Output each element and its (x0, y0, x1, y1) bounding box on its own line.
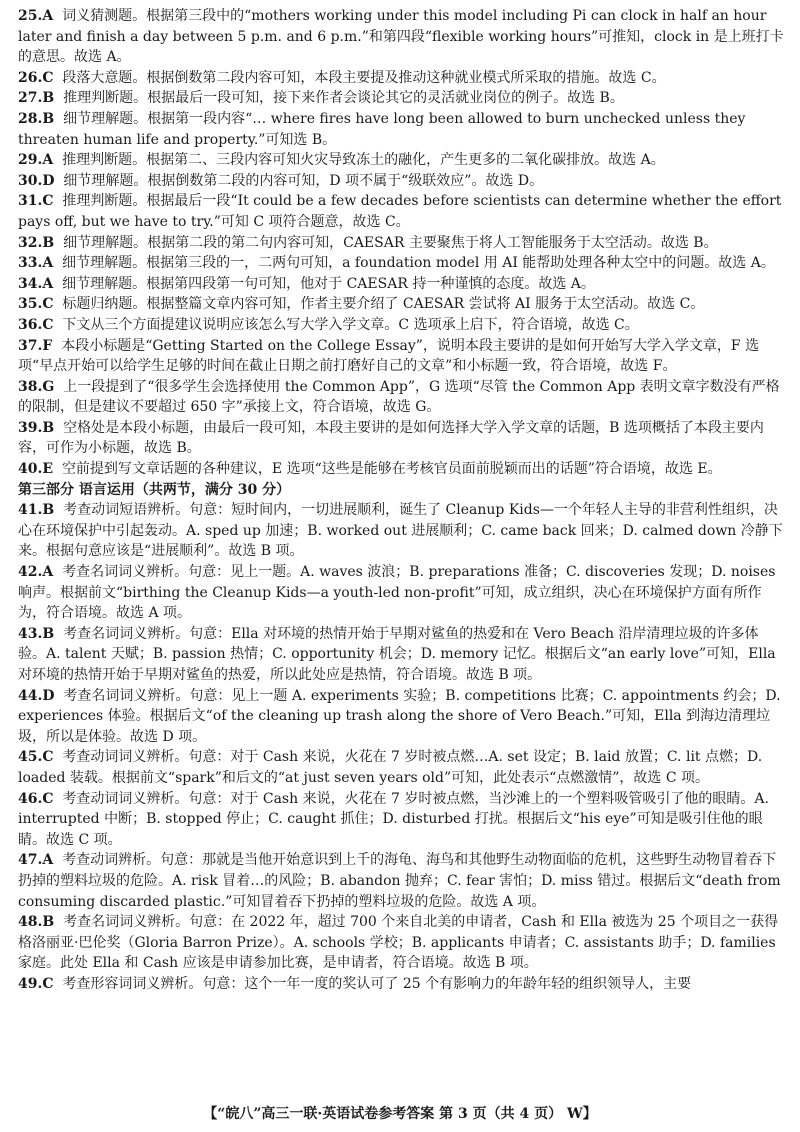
answer-letter: A (42, 8, 54, 24)
question-number: 42. (18, 564, 43, 581)
answer-item (18, 500, 784, 562)
answer-letter: F (42, 337, 53, 354)
answer-letter: C (42, 975, 54, 992)
explanation-text: 本段小标题是“Getting Started on the College Essay”，说明本段主要讲的是如何开始写大学入学文章，F 选项“早点开始可以给学生足够的时间在截止日期之前打磨好自己的文章”和小标题一致，符合语境，故选 F。 (18, 337, 760, 375)
answer-letter: E (42, 461, 54, 478)
answer-key-page (18, 6, 784, 995)
answer-item (18, 912, 784, 974)
answer-item (18, 336, 784, 377)
explanation-text: 细节理解题。根据第一段内容“… where fires have long been allowed to burn unchecked unless they threaten human life and property.”可知选 B。 (18, 110, 746, 148)
explanation-text: 段落大意题。根据倒数第二段内容可知，本段主要提及推动这种就业模式所采取的措施。故选 C。 (62, 69, 666, 86)
question-number: 31. (18, 193, 43, 210)
answer-item (18, 233, 784, 254)
explanation-text: 考查名词词义辨析。句意：见上一题 A. experiments 实验；B. competitions 比赛；C. appointments 约会；D. experiences 体验。根据后文“of the cleaning up trash along the shore of Vero Beach.”可知，Ella 到海边清理垃圾，所以是体验。故选 D 项。 (18, 687, 781, 745)
question-number: 33. (18, 255, 43, 272)
answer-item (18, 294, 784, 315)
answer-item (18, 315, 784, 336)
question-number: 30. (18, 172, 43, 189)
answer-item (18, 850, 784, 912)
explanation-text: 细节理解题。根据第二段的第二句内容可知，CAESAR 主要聚焦于将人工智能服务于太空活动。故选 B。 (63, 234, 718, 251)
question-number: 25. (18, 8, 43, 24)
answer-item (18, 624, 784, 686)
answer-item (18, 377, 784, 418)
explanation-text: 考查名词词义辨析。句意：Ella 对环境的热情开始于早期对鲨鱼的热爱和在 Vero Beach 沿岸清理垃圾的许多体验。A. talent 天赋；B. passion 热情；C. opportunity 机会；D. memory 记忆。根据后文“an early love”可知，Ella 对环境的热情开始于早期对鲨鱼的热爱，所以此处应是热情，符合语境。故选 B 项。 (18, 625, 776, 683)
answer-letter: C (42, 316, 54, 333)
answer-letter: B (42, 419, 55, 436)
question-number: 47. (18, 852, 43, 869)
question-number: 40. (18, 461, 43, 478)
answer-item (18, 68, 784, 89)
question-number: 43. (18, 625, 43, 642)
answer-letter: A (42, 275, 54, 292)
answer-item (18, 274, 784, 295)
answer-letter: B (42, 234, 55, 251)
explanation-text: 推理判断题。根据最后一段“It could be a few decades before scientists can determine whether the effort pays off, but we have to try.”可知 C 项符合题意，故选 C。 (18, 193, 782, 230)
question-number: 46. (18, 790, 43, 807)
explanation-text: 上一段提到了“很多学生会选择使用 the Common App”，G 选项“尽管 the Common App 表明文章字数没有严格的限制，但是建议不要超过 650 字”承接上文，符合语境，故选 G。 (18, 378, 780, 416)
question-number: 44. (18, 687, 43, 704)
answer-letter: C (42, 296, 54, 313)
explanation-text: 考查动词词义辨析。句意：对于 Cash 来说，火花在 7 岁时被点燃，当沙滩上的一个塑料吸管吸引了他的眼睛。A. interrupted 中断；B. stopped 停止；C. caught 抓住；D. disturbed 打扰。根据后文“his eye”可知是吸引住他的眼睛。故选 C 项。 (18, 790, 769, 848)
answer-letter: C (42, 69, 54, 86)
answer-item (18, 171, 784, 192)
answer-letter: A (42, 852, 54, 869)
question-number: 45. (18, 749, 43, 766)
answer-letter: B (42, 625, 55, 642)
explanation-text: 下文从三个方面提建议说明应该怎么写大学入学文章。C 选项承上启下，符合语境，故选 C。 (62, 316, 639, 333)
explanation-text: 空前提到写文章话题的各种建议，E 选项“这些是能够在考核官员面前脱颖而出的话题”符合语境，故选 E。 (61, 461, 722, 478)
section-heading: 第三部分 语言运用（共两节，满分 30 分） (18, 481, 291, 498)
answer-letter: B (42, 502, 55, 519)
explanation-text: 推理判断题。根据第二、三段内容可知火灾导致冻土的融化，产生更多的二氧化碳排放。故选 A。 (62, 152, 665, 169)
answer-letter: A (42, 152, 54, 169)
question-number: 28. (18, 110, 43, 127)
explanation-text: 标题归纳题。根据整篇文章内容可知，作者主要介绍了 CAESAR 尝试将 AI 服务于太空活动。故选 C。 (62, 296, 705, 313)
answer-item (18, 789, 784, 851)
question-number: 37. (18, 337, 43, 354)
answer-letter: C (42, 749, 54, 766)
question-number: 26. (18, 69, 43, 86)
answer-letter: C (42, 193, 54, 210)
explanation-text: 考查动词短语辨析。句意：短时间内，一切进展顺利，诞生了 Cleanup Kids—一个年轻人主导的非营利性组织，决心在环境保护中引起轰动。A. sped up 加速；B. worked out 进展顺利；C. came back 回来；D. calmed down 冷静下来。根据句意应该是“进展顺利”。故选 B 项。 (18, 502, 783, 560)
answer-item (18, 562, 784, 624)
question-number: 29. (18, 152, 43, 169)
explanation-text: 细节理解题。根据倒数第二段的内容可知，D 项不属于“级联效应”。故选 D。 (63, 172, 544, 189)
explanation-text: 推理判断题。根据最后一段可知，接下来作者会谈论其它的灵活就业岗位的例子。故选 B。 (63, 90, 624, 107)
explanation-text: 考查形容词词义辨析。句意：这个一年一度的奖认可了 25 个有影响力的年龄年轻的组织领导人，主要 (62, 975, 692, 992)
question-number: 32. (18, 234, 43, 251)
explanation-text: 细节理解题。根据第四段第一句可知，他对于 CAESAR 持一种谨慎的态度。故选 A。 (62, 275, 595, 292)
question-number: 48. (18, 914, 43, 931)
answer-letter: A (42, 255, 54, 272)
answer-item (18, 253, 784, 274)
question-number: 49. (18, 975, 43, 992)
answer-letter: A (42, 564, 54, 581)
explanation-text: 考查动词辨析。句意：那就是当他开始意识到上千的海龟、海鸟和其他野生动物面临的危机，这些野生动物冒着吞下扔掉的塑料垃圾的危险。A. risk 冒着…的风险；B. abandon 抛弃；C. fear 害怕；D. miss 错过。根据后文“death from consuming discarded plastic.”可知冒着吞下扔掉的塑料垃圾的危险。故选 A 项。 (18, 852, 781, 910)
answer-letter: C (42, 790, 54, 807)
answer-item (18, 150, 784, 171)
answer-letter: B (42, 110, 55, 127)
explanation-text: 考查名词词义辨析。句意：在 2022 年，超过 700 个来自北美的申请者，Cash 和 Ella 被选为 25 个项目之一获得格洛丽亚·巴伦奖（Gloria Barron Prize）。A. schools 学校；B. applicants 申请者；C. assistants 助手；D. families 家庭。此处 Ella 和 Cash 应该是申请参加比赛，是申请者，符合语境。故选 B 项。 (18, 914, 779, 972)
question-number: 38. (18, 378, 43, 395)
explanation-text: 空格处是本段小标题，由最后一段可知，本段主要讲的是如何选择大学入学文章的话题，B 选项概括了本段主要内容，可作为小标题，故选 B。 (18, 419, 764, 457)
question-number: 36. (18, 316, 43, 333)
explanation-text: 考查动词词义辨析。句意：对于 Cash 来说，火花在 7 岁时被点燃…A. set 设定；B. laid 放置；C. lit 点燃；D. loaded 装载。根据前文“spark”和后文的“at just seven years old”可知，此处表示“点燃激情”，故选 C 项。 (18, 749, 763, 786)
answer-item (18, 88, 784, 109)
page-footer: 【“皖八”高三一联·英语试卷参考答案 第 3 页（共 4 页） W】 (203, 1106, 597, 1122)
answer-letter: B (42, 90, 55, 107)
answer-item (18, 459, 784, 480)
answer-item (18, 747, 784, 788)
explanation-text: 细节理解题。根据第三段的一，二两句可知，a foundation model 用 AI 能帮助处理各种太空中的问题。故选 A。 (62, 255, 775, 272)
answer-letter: D (42, 172, 55, 189)
question-number: 41. (18, 502, 43, 519)
answer-letter: B (42, 914, 55, 931)
explanation-text: 考查名词词义辨析。句意：见上一题。A. waves 波浪；B. preparations 准备；C. discoveries 发现；D. noises 响声。根据前文“birthing the Cleanup Kids—a youth-led non-profit”可知，成立组织，决心在环境保护方面有所作为，符合语境。故选 A 项。 (18, 564, 776, 622)
question-number: 35. (18, 296, 43, 313)
answer-item (18, 418, 784, 459)
answer-letter: G (42, 378, 55, 395)
explanation-text: 词义猜测题。根据第三段中的“mothers working under this model including Pi can clock in half an hour later and finish a day between 5 p.m. and 6 p.m.”和第四段“flexible working hours”可推知，clock in 是上班打卡的意思。故选 A。 (18, 8, 784, 66)
answer-item (18, 109, 784, 150)
answer-item (18, 6, 784, 68)
answer-item (18, 686, 784, 748)
question-number: 34. (18, 275, 43, 292)
answer-letter: D (42, 687, 55, 704)
answer-item (18, 191, 784, 232)
question-number: 39. (18, 419, 43, 436)
question-number: 27. (18, 90, 43, 107)
answer-item (18, 974, 784, 995)
